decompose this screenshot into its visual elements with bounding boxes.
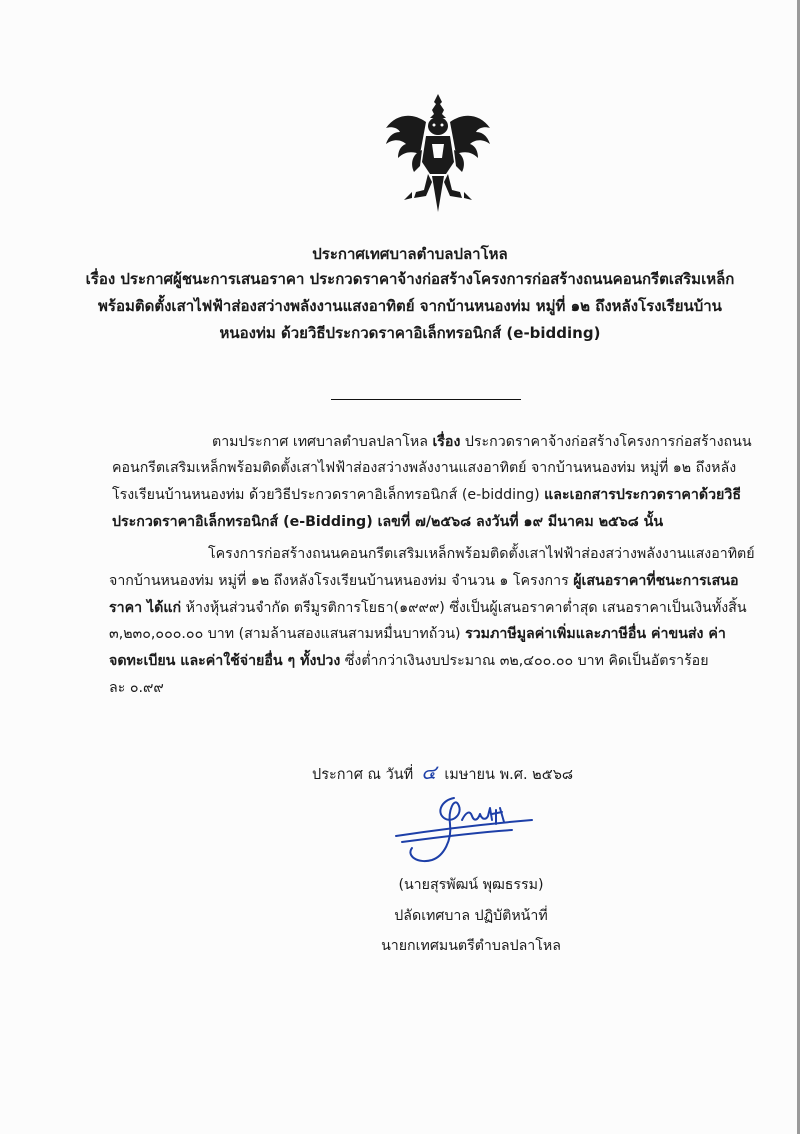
subject-line-3: หนองท่ม ด้วยวิธีประกวดราคาอิเล็กทรอนิกส์ (e-bidding) [219,324,601,342]
signatory-position-1: ปลัดเทศบาล ปฏิบัติหน้าที่ [394,908,548,924]
announcement-date [312,756,573,788]
para1-line-2: คอนกรีตเสริมเหล็กพร้อมติดตั้งเสาไฟฟ้าส่องสว่างพลังงานแสงอาทิตย์ จากบ้านหนองท่ม หมู่ที่ ๑๒ ถึงหลัง [112,460,737,476]
para2-line-2: จากบ้านหนองท่ม หมู่ที่ ๑๒ ถึงหลังโรงเรียนบ้านหนองท่ม จำนวน ๑ โครงการ ผู้เสนอราคาที่ชนะการเสนอ [109,573,739,589]
signatory-name: (นายสุรพัฒน์ พุฒธรรม) [398,877,544,893]
para2-line-3: ราคา ได้แก่ ห้างหุ้นส่วนจำกัด ตรีมูรติการโยธา(๑๙๙๙) ซึ่งเป็นผู้เสนอราคาต่ำสุด เสนอราคาเป็นเงินทั้งสิ้น [109,600,747,616]
para2-line-6: ละ ๐.๙๙ [109,680,164,696]
para2-line-4: ๓,๒๓๐,๐๐๐.๐๐ บาท (สามล้านสองแสนสามหมื่นบาทถ้วน) รวมภาษีมูลค่าเพิ่มและภาษีอื่น ค่าขนส่ง ค่า [109,626,726,642]
para1-line-3: โรงเรียนบ้านหนองท่ม ด้วยวิธีประกวดราคาอิเล็กทรอนิกส์ (e-bidding) และเอกสารประกวดราคาด้วยวิธี [112,487,742,503]
para2-line-1: โครงการก่อสร้างถนนคอนกรีตเสริมเหล็กพร้อมติดตั้งเสาไฟฟ้าส่องสว่างพลังงานแสงอาทิตย์ [208,546,755,562]
signatory-position-2: นายกเทศมนตรีตำบลปลาโหล [381,938,561,954]
handwritten-day: ๔ [421,760,437,784]
para1-line-4: ประกวดราคาอิเล็กทรอนิกส์ (e-Bidding) เลขที่ ๗/๒๕๖๘ ลงวันที่ ๑๙ มีนาคม ๒๕๖๘ นั้น [112,514,664,530]
subject-line-1: เรื่อง ประกาศผู้ชนะการเสนอราคา ประกวดราคาจ้างก่อสร้างโครงการก่อสร้างถนนคอนกรีตเสริมเหล็ก [85,270,735,288]
garuda-emblem-icon [382,92,494,214]
para2-line-5: จดทะเบียน และค่าใช้จ่ายอื่น ๆ ทั้งปวง ซึ่งต่ำกว่าเงินงบประมาณ ๓๒,๔๐๐.๐๐ บาท คิดเป็นอัตราร้อย [109,653,709,669]
para1-line-1: ตามประกาศ เทศบาลตำบลปลาโหล เรื่อง ประกวดราคาจ้างก่อสร้างโครงการก่อสร้างถนน [212,434,752,450]
subject-line-2: พร้อมติดตั้งเสาไฟฟ้าส่องสว่างพลังงานแสงอาทิตย์ จากบ้านหนองท่ม หมู่ที่ ๑๒ ถึงหลังโรงเรียนบ้าน [98,297,722,315]
header-divider [331,399,521,400]
handwritten-signature-icon [392,790,542,870]
announcement-suffix: เมษายน พ.ศ. ๒๕๖๘ [444,767,574,783]
document-issuer: ประกาศเทศบาลตำบลปลาโหล [312,245,508,263]
announcement-prefix: ประกาศ ณ วันที่ [312,767,414,783]
